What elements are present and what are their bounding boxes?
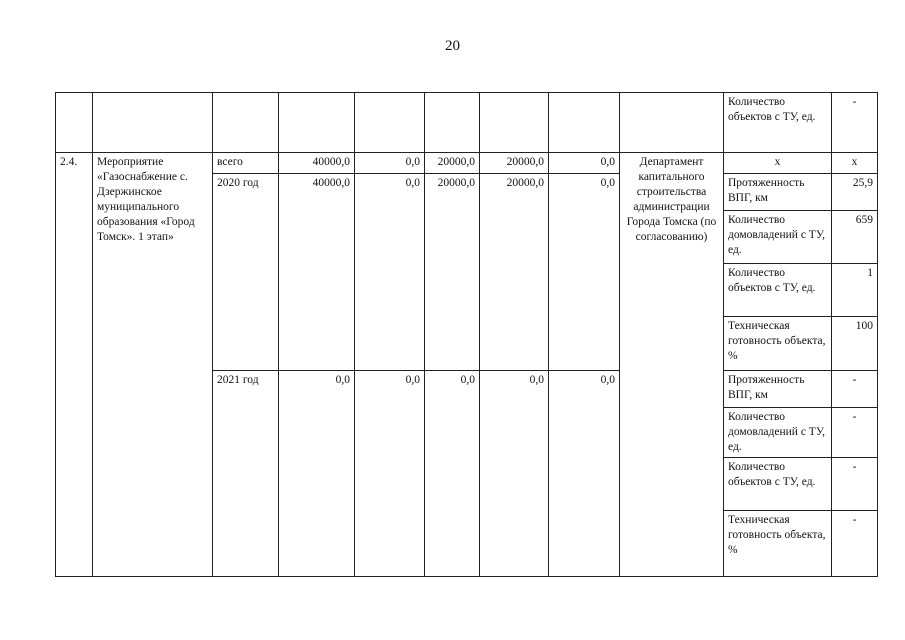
- program-table: [55, 92, 877, 573]
- activity-number: 2.4.: [56, 153, 93, 577]
- indicator-name: Количество объектов с ТУ, ед.: [724, 93, 832, 153]
- indicator-value: 100: [832, 317, 878, 371]
- value-cell: 0,0: [355, 153, 425, 174]
- value-cell: 0,0: [549, 153, 620, 174]
- value-cell: 20000,0: [425, 174, 480, 371]
- indicator-value: х: [832, 153, 878, 174]
- period-cell: всего: [213, 153, 279, 174]
- value-cell: 40000,0: [279, 174, 355, 371]
- indicator-name: Количество объектов с ТУ, ед.: [724, 264, 832, 317]
- value-cell: 0,0: [549, 174, 620, 371]
- activity-name: Мероприятие «Газоснабжение с. Дзержинское муниципального образования «Город Томск». 1 этап»: [93, 153, 213, 577]
- indicator-name: х: [724, 153, 832, 174]
- executor-cell: Департамент капитального строительства администрации Города Томска (по согласованию): [620, 153, 724, 577]
- indicator-name: Количество домовладений с ТУ, ед.: [724, 408, 832, 458]
- indicator-name: Количество домовладений с ТУ, ед.: [724, 211, 832, 264]
- value-cell: 20000,0: [480, 174, 549, 371]
- indicator-name: Техническая готовность объекта, %: [724, 510, 832, 576]
- indicator-value: -: [832, 408, 878, 458]
- indicator-value: 25,9: [832, 174, 878, 211]
- value-cell: 0,0: [355, 174, 425, 371]
- value-cell: 20000,0: [425, 153, 480, 174]
- period-cell: 2021 год: [213, 371, 279, 577]
- value-cell: 40000,0: [279, 153, 355, 174]
- value-cell: 0,0: [425, 371, 480, 577]
- indicator-value: -: [832, 457, 878, 510]
- indicator-name: Протяженность ВПГ, км: [724, 371, 832, 408]
- indicator-name: Количество объектов с ТУ, ед.: [724, 457, 832, 510]
- value-cell: 0,0: [279, 371, 355, 577]
- indicator-value: -: [832, 371, 878, 408]
- indicator-value: 659: [832, 211, 878, 264]
- indicator-value: -: [832, 93, 878, 153]
- value-cell: 0,0: [549, 371, 620, 577]
- table-row: [56, 153, 878, 174]
- indicator-value: -: [832, 510, 878, 576]
- indicator-name: Протяженность ВПГ, км: [724, 174, 832, 211]
- value-cell: 0,0: [355, 371, 425, 577]
- page-number: 20: [445, 38, 460, 54]
- value-cell: 20000,0: [480, 153, 549, 174]
- indicator-value: 1: [832, 264, 878, 317]
- table-row: [56, 93, 878, 153]
- value-cell: 0,0: [480, 371, 549, 577]
- period-cell: 2020 год: [213, 174, 279, 371]
- indicator-name: Техническая готовность объекта, %: [724, 317, 832, 371]
